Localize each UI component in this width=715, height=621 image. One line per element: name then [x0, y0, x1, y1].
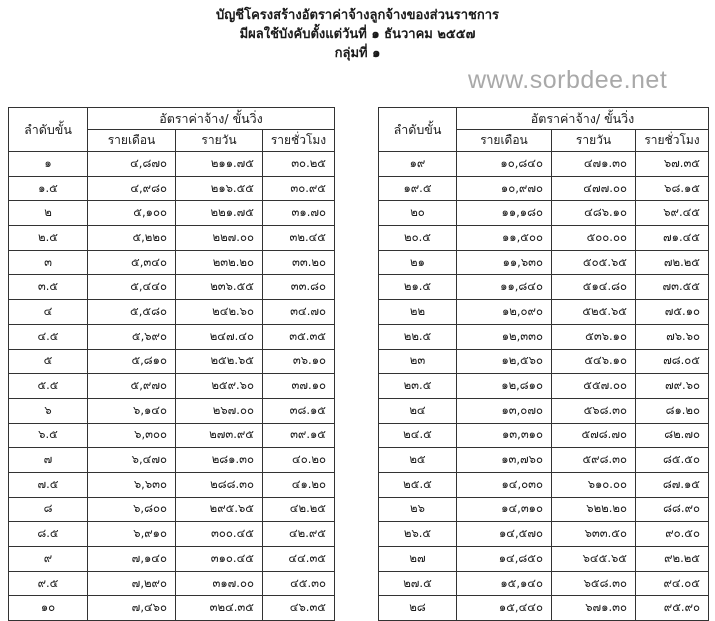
document-title: บัญชีโครงสร้างอัตราค่าจ้างลูกจ้างของส่วนราชการ [215, 8, 500, 23]
hourly-rate-cell: ๘๕.๕๐ [636, 448, 709, 473]
table-row [9, 472, 335, 497]
step-cell: ๙.๕ [9, 571, 88, 596]
daily-rate-cell: ๒๑๑.๗๕ [176, 152, 263, 177]
daily-rate-cell: ๕๓๖.๑๐ [552, 324, 636, 349]
hourly-rate-cell: ๖๙.๔๕ [636, 201, 709, 226]
step-cell: ๗ [9, 448, 88, 473]
hourly-rate-cell: ๓๖.๑๐ [263, 349, 335, 374]
table-row [379, 522, 709, 547]
step-cell: ๙ [9, 547, 88, 572]
step-cell: ๑๙ [379, 152, 457, 177]
table-row [9, 448, 335, 473]
hourly-header: รายชั่วโมง [636, 130, 709, 152]
hourly-rate-cell: ๔๒.๒๕ [263, 497, 335, 522]
step-cell: ๑.๕ [9, 176, 88, 201]
daily-rate-cell: ๕๑๔.๘๐ [552, 275, 636, 300]
hourly-rate-cell: ๔๐.๒๐ [263, 448, 335, 473]
step-cell: ๕.๕ [9, 374, 88, 399]
daily-rate-cell: ๒๕๒.๖๕ [176, 349, 263, 374]
step-cell: ๒๓.๕ [379, 374, 457, 399]
group-label: กลุ่มที่ ๑ [334, 46, 381, 61]
wage-table-left [8, 107, 335, 621]
table-row [379, 374, 709, 399]
table-row [379, 448, 709, 473]
daily-rate-cell: ๓๑๗.๐๐ [176, 571, 263, 596]
monthly-rate-cell: ๖,๘๐๐ [88, 497, 176, 522]
hourly-rate-cell: ๗๖.๖๐ [636, 324, 709, 349]
hourly-rate-cell: ๙๒.๒๕ [636, 547, 709, 572]
daily-rate-cell: ๔๗๑.๓๐ [552, 152, 636, 177]
table-row [9, 547, 335, 572]
hourly-rate-cell: ๘๒.๗๐ [636, 423, 709, 448]
wage-table-right [378, 107, 709, 621]
monthly-rate-cell: ๕,๑๐๐ [88, 201, 176, 226]
hourly-rate-cell: ๘๗.๑๕ [636, 472, 709, 497]
step-cell: ๑ [9, 152, 88, 177]
monthly-rate-cell: ๕,๕๘๐ [88, 300, 176, 325]
monthly-rate-cell: ๕,๔๔๐ [88, 275, 176, 300]
hourly-rate-cell: ๓๘.๑๕ [263, 398, 335, 423]
hourly-rate-cell: ๗๕.๑๐ [636, 300, 709, 325]
step-cell: ๒๕.๕ [379, 472, 457, 497]
hourly-rate-cell: ๓๐.๒๕ [263, 152, 335, 177]
step-cell: ๘ [9, 497, 88, 522]
document-header [0, 6, 715, 63]
monthly-rate-cell: ๑๒,๓๓๐ [457, 324, 552, 349]
daily-rate-cell: ๕๕๗.๐๐ [552, 374, 636, 399]
monthly-rate-cell: ๕,๘๑๐ [88, 349, 176, 374]
monthly-rate-cell: ๑๓,๗๖๐ [457, 448, 552, 473]
monthly-rate-cell: ๑๔,๓๑๐ [457, 497, 552, 522]
daily-rate-cell: ๓๐๐.๔๕ [176, 522, 263, 547]
rate-group-header: อัตราค่าจ้าง/ ขั้นวิ่ง [88, 108, 335, 130]
hourly-rate-cell: ๔๕.๓๐ [263, 571, 335, 596]
monthly-rate-cell: ๑๓,๓๑๐ [457, 423, 552, 448]
table-row [379, 250, 709, 275]
daily-header: รายวัน [552, 130, 636, 152]
table-row [379, 226, 709, 251]
monthly-rate-cell: ๑๒,๐๙๐ [457, 300, 552, 325]
step-cell: ๒ [9, 201, 88, 226]
table-row [379, 398, 709, 423]
daily-rate-cell: ๒๘๘.๓๐ [176, 472, 263, 497]
monthly-rate-cell: ๑๓,๐๗๐ [457, 398, 552, 423]
monthly-rate-cell: ๕,๒๒๐ [88, 226, 176, 251]
table-row [9, 152, 335, 177]
step-cell: ๒๓ [379, 349, 457, 374]
step-cell: ๒๒.๕ [379, 324, 457, 349]
hourly-rate-cell: ๘๘.๙๐ [636, 497, 709, 522]
step-cell: ๓ [9, 250, 88, 275]
step-cell: ๒.๕ [9, 226, 88, 251]
monthly-rate-cell: ๑๔,๘๕๐ [457, 547, 552, 572]
daily-rate-cell: ๖๗๑.๓๐ [552, 596, 636, 621]
monthly-rate-cell: ๑๐,๙๗๐ [457, 176, 552, 201]
daily-rate-cell: ๕๔๖.๑๐ [552, 349, 636, 374]
step-cell: ๘.๕ [9, 522, 88, 547]
daily-rate-cell: ๒๒๗.๐๐ [176, 226, 263, 251]
step-cell: ๖.๕ [9, 423, 88, 448]
monthly-header: รายเดือน [88, 130, 176, 152]
daily-rate-cell: ๒๑๖.๕๕ [176, 176, 263, 201]
daily-rate-cell: ๒๕๙.๖๐ [176, 374, 263, 399]
monthly-rate-cell: ๔,๘๗๐ [88, 152, 176, 177]
monthly-rate-cell: ๗,๒๙๐ [88, 571, 176, 596]
table-row [9, 374, 335, 399]
table-row [9, 201, 335, 226]
hourly-rate-cell: ๓๐.๙๕ [263, 176, 335, 201]
step-cell: ๒๕ [379, 448, 457, 473]
table-row [9, 423, 335, 448]
daily-rate-cell: ๒๓๖.๕๕ [176, 275, 263, 300]
table-row [379, 201, 709, 226]
daily-rate-cell: ๓๑๐.๔๕ [176, 547, 263, 572]
daily-rate-cell: ๒๓๒.๒๐ [176, 250, 263, 275]
step-cell: ๒๖ [379, 497, 457, 522]
hourly-rate-cell: ๔๔.๓๕ [263, 547, 335, 572]
step-cell: ๒๔ [379, 398, 457, 423]
daily-rate-cell: ๖๕๘.๓๐ [552, 571, 636, 596]
step-cell: ๖ [9, 398, 88, 423]
daily-rate-cell: ๓๒๔.๓๕ [176, 596, 263, 621]
monthly-rate-cell: ๑๕,๑๔๐ [457, 571, 552, 596]
monthly-rate-cell: ๑๑,๘๔๐ [457, 275, 552, 300]
step-cell: ๒๗.๕ [379, 571, 457, 596]
hourly-rate-cell: ๓๓.๒๐ [263, 250, 335, 275]
hourly-rate-cell: ๓๑.๗๐ [263, 201, 335, 226]
hourly-rate-cell: ๗๑.๔๕ [636, 226, 709, 251]
hourly-rate-cell: ๓๗.๑๐ [263, 374, 335, 399]
daily-rate-cell: ๔๘๖.๑๐ [552, 201, 636, 226]
step-cell: ๑๐ [9, 596, 88, 621]
table-row [379, 324, 709, 349]
monthly-rate-cell: ๑๒,๘๑๐ [457, 374, 552, 399]
hourly-rate-cell: ๓๒.๔๕ [263, 226, 335, 251]
daily-rate-cell: ๕๐๐.๐๐ [552, 226, 636, 251]
step-cell: ๕ [9, 349, 88, 374]
table-row [379, 497, 709, 522]
site-watermark: www.sorbdee.net [468, 66, 668, 94]
monthly-rate-cell: ๑๒,๕๖๐ [457, 349, 552, 374]
monthly-rate-cell: ๑๑,๖๓๐ [457, 250, 552, 275]
step-cell: ๒๑ [379, 250, 457, 275]
daily-rate-cell: ๖๒๒.๒๐ [552, 497, 636, 522]
table-row [379, 275, 709, 300]
step-cell: ๔ [9, 300, 88, 325]
daily-rate-cell: ๒๙๕.๖๕ [176, 497, 263, 522]
step-cell: ๒๐ [379, 201, 457, 226]
monthly-header: รายเดือน [457, 130, 552, 152]
table-row [379, 423, 709, 448]
table-row [9, 275, 335, 300]
monthly-rate-cell: ๑๔,๐๓๐ [457, 472, 552, 497]
monthly-rate-cell: ๗,๑๔๐ [88, 547, 176, 572]
daily-rate-cell: ๕๖๘.๓๐ [552, 398, 636, 423]
step-cell: ๗.๕ [9, 472, 88, 497]
monthly-rate-cell: ๑๑,๑๘๐ [457, 201, 552, 226]
monthly-rate-cell: ๗,๔๖๐ [88, 596, 176, 621]
step-cell: ๒๘ [379, 596, 457, 621]
table-row [379, 547, 709, 572]
hourly-header: รายชั่วโมง [263, 130, 335, 152]
hourly-rate-cell: ๙๕.๙๐ [636, 596, 709, 621]
monthly-rate-cell: ๖,๓๐๐ [88, 423, 176, 448]
step-cell: ๔.๕ [9, 324, 88, 349]
step-cell: ๒๒ [379, 300, 457, 325]
step-cell: ๓.๕ [9, 275, 88, 300]
table-row [9, 497, 335, 522]
step-cell: ๒๔.๕ [379, 423, 457, 448]
table-row [9, 300, 335, 325]
monthly-rate-cell: ๖,๑๔๐ [88, 398, 176, 423]
daily-rate-cell: ๒๒๑.๗๕ [176, 201, 263, 226]
monthly-rate-cell: ๑๑,๕๐๐ [457, 226, 552, 251]
table-row [9, 522, 335, 547]
step-cell: ๒๐.๕ [379, 226, 457, 251]
daily-header: รายวัน [176, 130, 263, 152]
monthly-rate-cell: ๖,๙๑๐ [88, 522, 176, 547]
monthly-rate-cell: ๖,๖๓๐ [88, 472, 176, 497]
daily-rate-cell: ๒๔๗.๔๐ [176, 324, 263, 349]
step-header: ลำดับขั้น [9, 108, 88, 152]
table-row [379, 571, 709, 596]
monthly-rate-cell: ๔,๙๘๐ [88, 176, 176, 201]
hourly-rate-cell: ๗๒.๒๕ [636, 250, 709, 275]
daily-rate-cell: ๕๙๘.๓๐ [552, 448, 636, 473]
table-row [9, 250, 335, 275]
effective-date: มีผลใช้บังคับตั้งแต่วันที่ ๑ ธันวาคม ๒๕๕๗ [239, 27, 476, 42]
step-cell: ๒๑.๕ [379, 275, 457, 300]
hourly-rate-cell: ๘๑.๒๐ [636, 398, 709, 423]
table-row [9, 571, 335, 596]
daily-rate-cell: ๕๐๕.๖๕ [552, 250, 636, 275]
daily-rate-cell: ๔๗๗.๐๐ [552, 176, 636, 201]
daily-rate-cell: ๒๘๑.๓๐ [176, 448, 263, 473]
hourly-rate-cell: ๖๗.๓๕ [636, 152, 709, 177]
daily-rate-cell: ๒๖๗.๐๐ [176, 398, 263, 423]
table-row [9, 176, 335, 201]
hourly-rate-cell: ๔๑.๒๐ [263, 472, 335, 497]
hourly-rate-cell: ๙๔.๐๕ [636, 571, 709, 596]
table-row [379, 300, 709, 325]
monthly-rate-cell: ๕,๙๗๐ [88, 374, 176, 399]
table-row [379, 349, 709, 374]
hourly-rate-cell: ๗๘.๐๕ [636, 349, 709, 374]
hourly-rate-cell: ๗๓.๕๕ [636, 275, 709, 300]
monthly-rate-cell: ๕,๖๙๐ [88, 324, 176, 349]
step-cell: ๑๙.๕ [379, 176, 457, 201]
hourly-rate-cell: ๓๕.๓๕ [263, 324, 335, 349]
step-cell: ๒๗ [379, 547, 457, 572]
daily-rate-cell: ๖๔๕.๖๕ [552, 547, 636, 572]
hourly-rate-cell: ๔๒.๙๕ [263, 522, 335, 547]
daily-rate-cell: ๒๔๒.๖๐ [176, 300, 263, 325]
hourly-rate-cell: ๙๐.๕๐ [636, 522, 709, 547]
monthly-rate-cell: ๑๕,๔๔๐ [457, 596, 552, 621]
table-row [9, 349, 335, 374]
hourly-rate-cell: ๗๙.๖๐ [636, 374, 709, 399]
daily-rate-cell: ๕๗๘.๗๐ [552, 423, 636, 448]
hourly-rate-cell: ๓๔.๗๐ [263, 300, 335, 325]
hourly-rate-cell: ๖๘.๑๕ [636, 176, 709, 201]
table-row [9, 226, 335, 251]
table-row [9, 324, 335, 349]
monthly-rate-cell: ๕,๓๔๐ [88, 250, 176, 275]
table-row [379, 472, 709, 497]
monthly-rate-cell: ๖,๔๗๐ [88, 448, 176, 473]
table-row [379, 596, 709, 621]
table-row [379, 176, 709, 201]
table-row [379, 152, 709, 177]
daily-rate-cell: ๖๑๐.๐๐ [552, 472, 636, 497]
daily-rate-cell: ๒๗๓.๙๕ [176, 423, 263, 448]
table-row [9, 596, 335, 621]
daily-rate-cell: ๖๓๓.๕๐ [552, 522, 636, 547]
monthly-rate-cell: ๑๐,๘๔๐ [457, 152, 552, 177]
hourly-rate-cell: ๔๖.๓๕ [263, 596, 335, 621]
step-cell: ๒๖.๕ [379, 522, 457, 547]
step-header: ลำดับขั้น [379, 108, 457, 152]
hourly-rate-cell: ๓๓.๘๐ [263, 275, 335, 300]
hourly-rate-cell: ๓๙.๑๕ [263, 423, 335, 448]
daily-rate-cell: ๕๒๕.๖๕ [552, 300, 636, 325]
monthly-rate-cell: ๑๔,๕๗๐ [457, 522, 552, 547]
table-row [9, 398, 335, 423]
rate-group-header: อัตราค่าจ้าง/ ขั้นวิ่ง [457, 108, 709, 130]
